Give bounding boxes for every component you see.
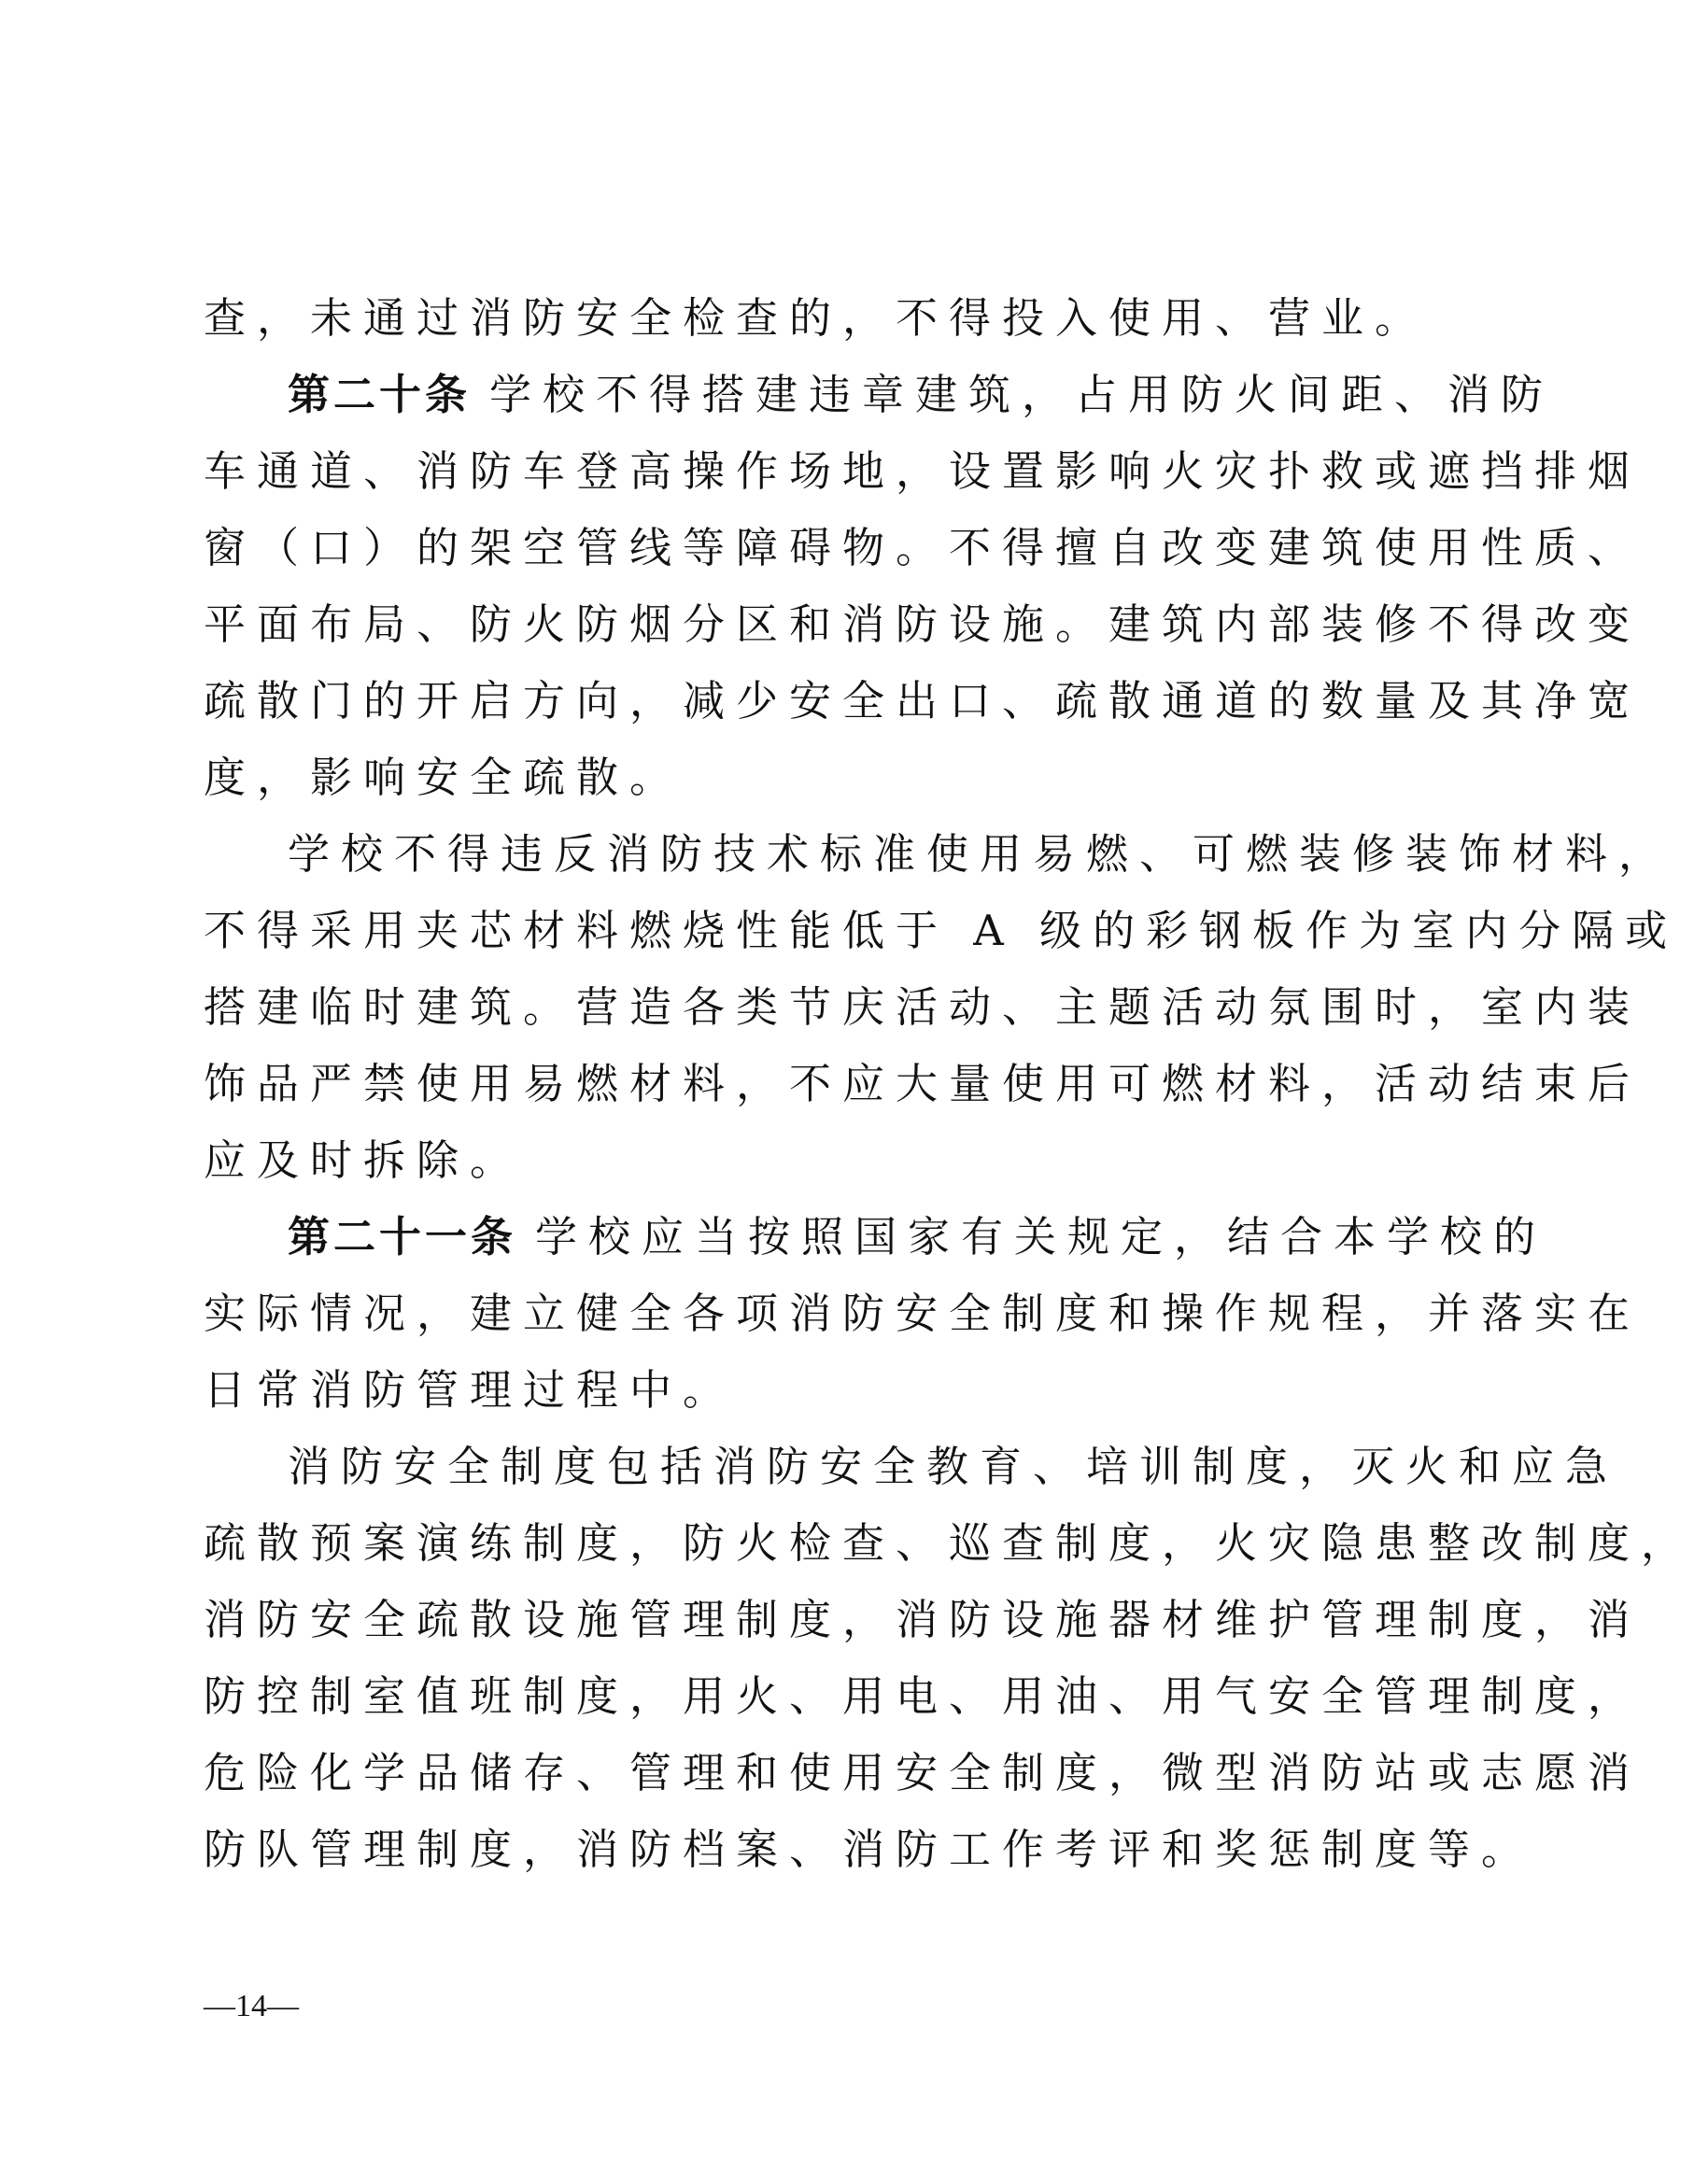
text-line: 防控制室值班制度，用火、用电、用油、用气安全管理制度， [204,1671,1642,1721]
text-line: 学校应当按照国家有关规定，结合本学校的 [535,1212,1547,1261]
text-line: 平面布局、防火防烟分区和消防设施。建筑内部装修不得改变 [204,599,1642,649]
text-line: 车通道、消防车登高操作场地，设置影响火灾扑救或遮挡排烟 [204,446,1642,496]
article-number: 第二十一条 [288,1212,517,1261]
text-line: 应及时拆除。 [204,1135,524,1185]
text-line: 不得采用夹芯材料燃烧性能低于 A 级的彩钢板作为室内分隔或 [204,906,1679,955]
text-line: 消防安全疏散设施管理制度，消防设施器材维护管理制度，消 [204,1595,1642,1644]
document-body [204,280,1694,1888]
text-line: 窗（口）的架空管线等障碍物。不得擅自改变建筑使用性质、 [204,523,1642,572]
text-line: 饰品严禁使用易燃材料，不应大量使用可燃材料，活动结束后 [204,1059,1642,1108]
text-line: 学校不得违反消防技术标准使用易燃、可燃装修装饰材料， [288,829,1673,879]
text-line: 疏散门的开启方向，减少安全出口、疏散通道的数量及其净宽 [204,676,1642,726]
article-number: 第二十条 [288,370,472,419]
text-line: 疏散预案演练制度，防火检查、巡查制度，火灾隐患整改制度， [204,1518,1694,1568]
text-line: 度，影响安全疏散。 [204,753,684,802]
text-line: 危险化学品储存、管理和使用安全制度，微型消防站或志愿消 [204,1748,1642,1797]
article-line [204,357,1555,433]
text-line: 搭建临时建筑。营造各类节庆活动、主题活动氛围时，室内装 [204,982,1642,1032]
text-line: 消防安全制度包括消防安全教育、培训制度，灭火和应急 [288,1442,1619,1491]
text-line: 查，未通过消防安全检查的，不得投入使用、营业。 [204,293,1429,343]
text-line: 防队管理制度，消防档案、消防工作考评和奖惩制度等。 [204,1825,1535,1874]
text-line: 日常消防管理过程中。 [204,1365,737,1415]
page-number: —14— [204,1989,299,2023]
article-line [204,1199,1547,1275]
text-line: 学校不得搭建违章建筑，占用防火间距、消防 [489,370,1555,419]
text-line: 实际情况，建立健全各项消防安全制度和操作规程，并落实在 [204,1289,1642,1338]
